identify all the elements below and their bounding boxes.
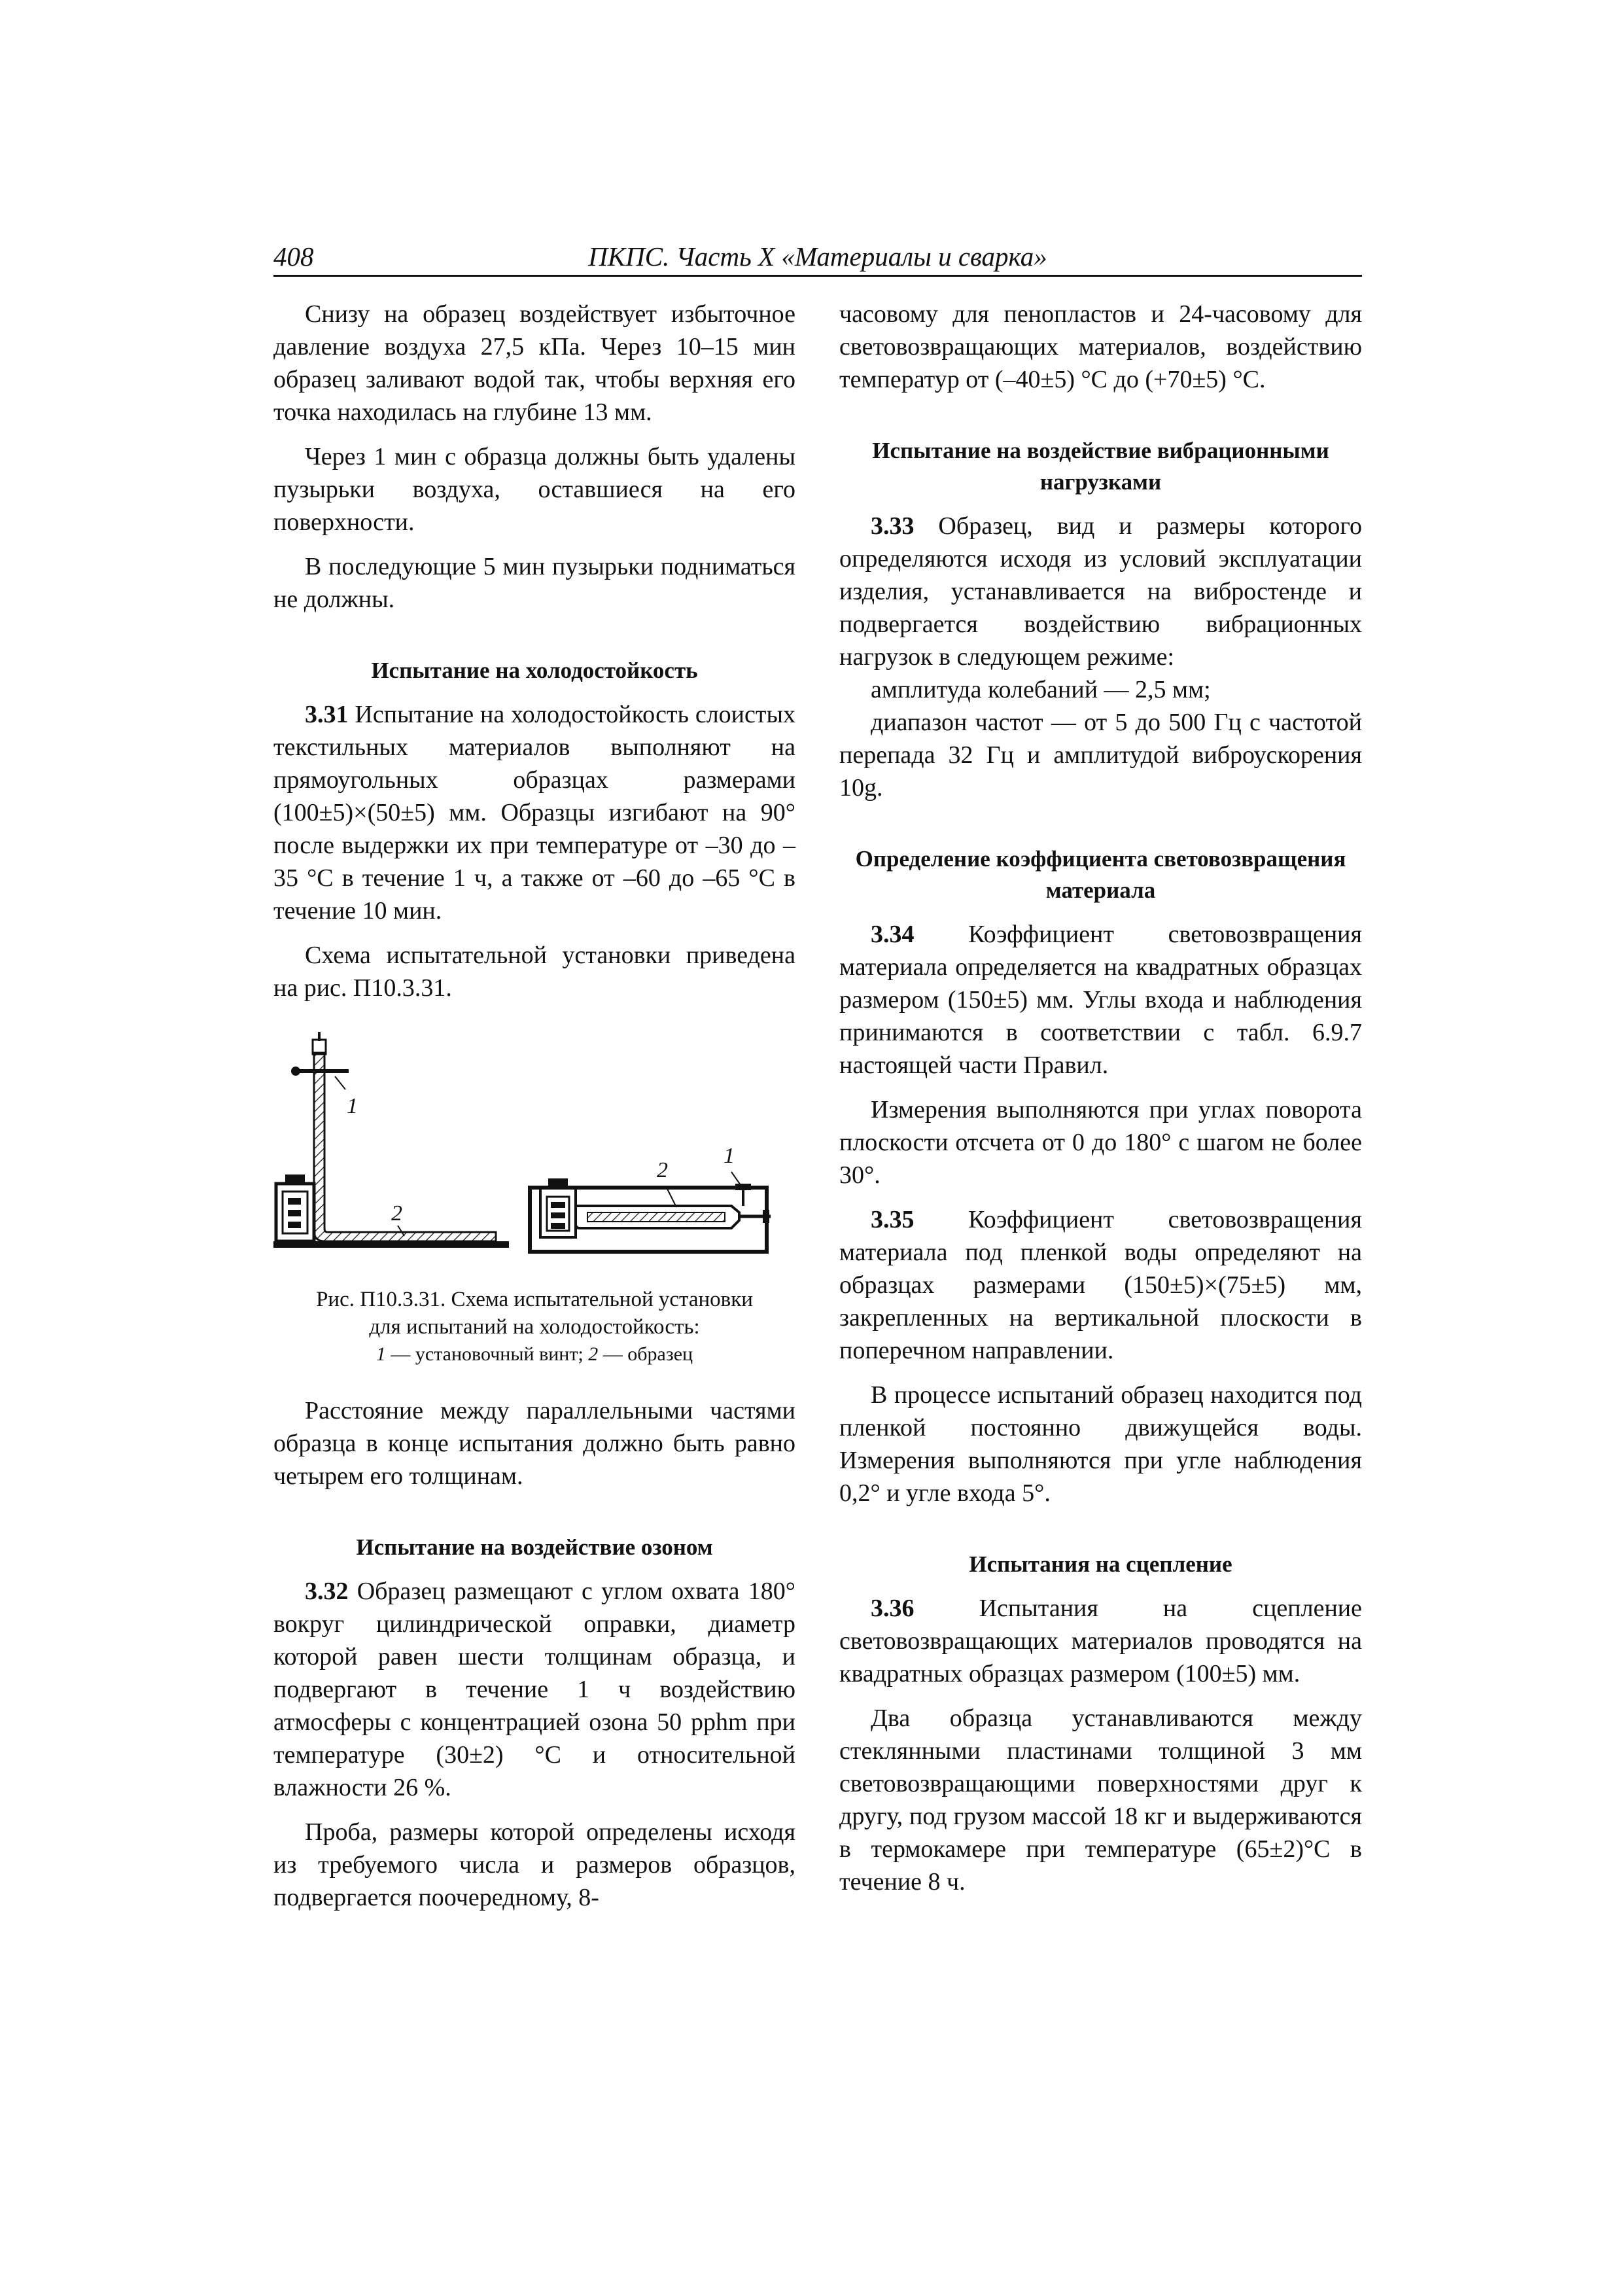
- caption-line: для испытаний на холодостойкость:: [369, 1315, 700, 1339]
- clause-text: Испытание на холодостойкость слоистых текстильных материалов выполняют на прямоугольных образцах размерами (100±5)×(50±5) мм. Образцы изгибают на 90° после выдержки их при температуре от –30 до –35 °С в течение 1 ч, а также от –60 до –65 °С в течение 10 мин.: [273, 701, 795, 925]
- clause-number: 3.36: [871, 1595, 915, 1622]
- paragraph: диапазон частот — от 5 до 500 Гц с частотой перепада 32 Гц и амплитудой виброускорения 10g.: [839, 709, 1362, 802]
- paragraph: амплитуда колебаний — 2,5 мм;: [871, 676, 1211, 703]
- figure-p10-3-31: [273, 1032, 795, 1274]
- test-setup-diagram: [273, 1032, 795, 1274]
- section-heading-ozone: Испытание на воздействие озоном: [356, 1534, 713, 1560]
- clause-text: Коэффициент световозвращения материала под пленкой воды определяют на образцах размерами (150±5)×(75±5) мм, закрепленных на вертикальной плоскости в поперечном направлении.: [839, 1206, 1362, 1364]
- paragraph: часовому для пенопластов и 24-часовому для световозвращающих материалов, воздействию температур от (–40±5) °С до (+70±5) °С.: [839, 300, 1362, 393]
- paragraph: Через 1 мин с образца должны быть удалены пузырьки воздуха, оставшиеся на его поверхности.: [273, 443, 795, 536]
- left-column: [273, 298, 795, 1914]
- folded-specimen: [587, 1212, 725, 1222]
- legend-text: — образец: [598, 1343, 693, 1365]
- clause-number: 3.35: [871, 1206, 915, 1233]
- paragraph: В последующие 5 мин пузырьки подниматься не должны.: [273, 553, 795, 613]
- page-number: 408: [273, 241, 314, 272]
- clause-text: Коэффициент световозвращения материала определяется на квадратных образцах размером (150±5) мм. Углы входа и наблюдения принимаются в соответствии с табл. 6.9.7 настоящей части Правил.: [839, 921, 1362, 1079]
- figure-caption: [273, 1286, 795, 1368]
- clamp-left: [276, 1174, 314, 1241]
- clause-text: Испытания на сцепление световозвращающих материалов проводятся на квадратных образцах размером (100±5) мм.: [839, 1595, 1362, 1687]
- label-2: 2: [391, 1201, 402, 1226]
- paragraph: Расстояние между параллельными частями образца в конце испытания должно быть равно четырем его толщинам.: [273, 1397, 795, 1490]
- section-heading-adhesion: Испытания на сцепление: [969, 1551, 1232, 1577]
- clause-number: 3.33: [871, 512, 915, 540]
- legend-number: 1: [375, 1343, 386, 1365]
- paragraph: Измерения выполняются при углах поворота плоскости отсчета от 0 до 180° с шагом не более 30°.: [839, 1096, 1362, 1189]
- section-heading-vibration: Испытание на воздействие вибрационными нагрузками: [872, 438, 1329, 495]
- clause-3-35: [839, 1203, 1362, 1367]
- leader-line: [731, 1172, 741, 1185]
- leader-line: [335, 1076, 345, 1089]
- right-column: [839, 298, 1362, 1898]
- clause-3-32: [273, 1575, 795, 1804]
- legend-number: 2: [588, 1343, 599, 1365]
- bent-specimen: [314, 1053, 496, 1241]
- clause-3-36: [839, 1592, 1362, 1690]
- clamp-right: [540, 1178, 576, 1237]
- label-1-right: 1: [724, 1144, 735, 1168]
- legend-text: — установочный винт;: [385, 1343, 589, 1365]
- caption-legend: [273, 1341, 795, 1368]
- clause-number: 3.32: [305, 1578, 349, 1605]
- section-heading-retroreflection: Определение коэффициента световозвращения материала: [855, 846, 1346, 903]
- clause-number: 3.31: [305, 701, 349, 728]
- clause-3-31: [273, 698, 795, 927]
- paragraph: Проба, размеры которой определены исходя из требуемого числа и размеров образцов, подвергается поочередному, 8-: [273, 1818, 795, 1911]
- clause-text: Образец, вид и размеры которого определяются исходя из условий эксплуатации изделия, устанавливается на вибростенде и подвергается воздействию вибрационных нагрузок в следующем режиме:: [839, 512, 1362, 671]
- clause-text: Образец размещают с углом охвата 180° вокруг цилиндрической оправки, диаметр которой равен шести толщинам образца, и подвергают в течение 1 ч воздействию атмосферы с концентрацией озона 50 pphm при температуре (30±2) °С и относительной влажности 26 %.: [273, 1578, 795, 1801]
- running-title: ПКПС. Часть X «Материалы и сварка»: [588, 241, 1047, 272]
- clause-3-33: [839, 510, 1362, 673]
- section-heading-cold-resistance: Испытание на холодостойкость: [371, 658, 698, 683]
- caption-line: Рис. П10.3.31. Схема испытательной установки: [316, 1288, 753, 1311]
- label-1: 1: [347, 1094, 358, 1118]
- clause-number: 3.34: [871, 921, 915, 948]
- paragraph: Схема испытательной установки приведена на рис. П10.3.31.: [273, 942, 795, 1002]
- clause-3-34: [839, 918, 1362, 1082]
- paragraph: В процессе испытаний образец находится под пленкой постоянно движущейся воды. Измерения выполняются при угле наблюдения 0,2° и угле входа 5°.: [839, 1381, 1362, 1507]
- paragraph: Снизу на образец воздействует избыточное давление воздуха 27,5 кПа. Через 10–15 мин образец заливают водой так, чтобы верхняя его точка находилась на глубине 13 мм.: [273, 300, 795, 426]
- paragraph: Два образца устанавливаются между стеклянными пластинами толщиной 3 мм световозвращающими поверхностями друг к другу, под грузом массой 18 кг и выдерживаются в термокамере при температуре (65±2)°С в течение 8 ч.: [839, 1704, 1362, 1896]
- label-2-right: 2: [657, 1158, 668, 1182]
- page-header: [273, 238, 1362, 277]
